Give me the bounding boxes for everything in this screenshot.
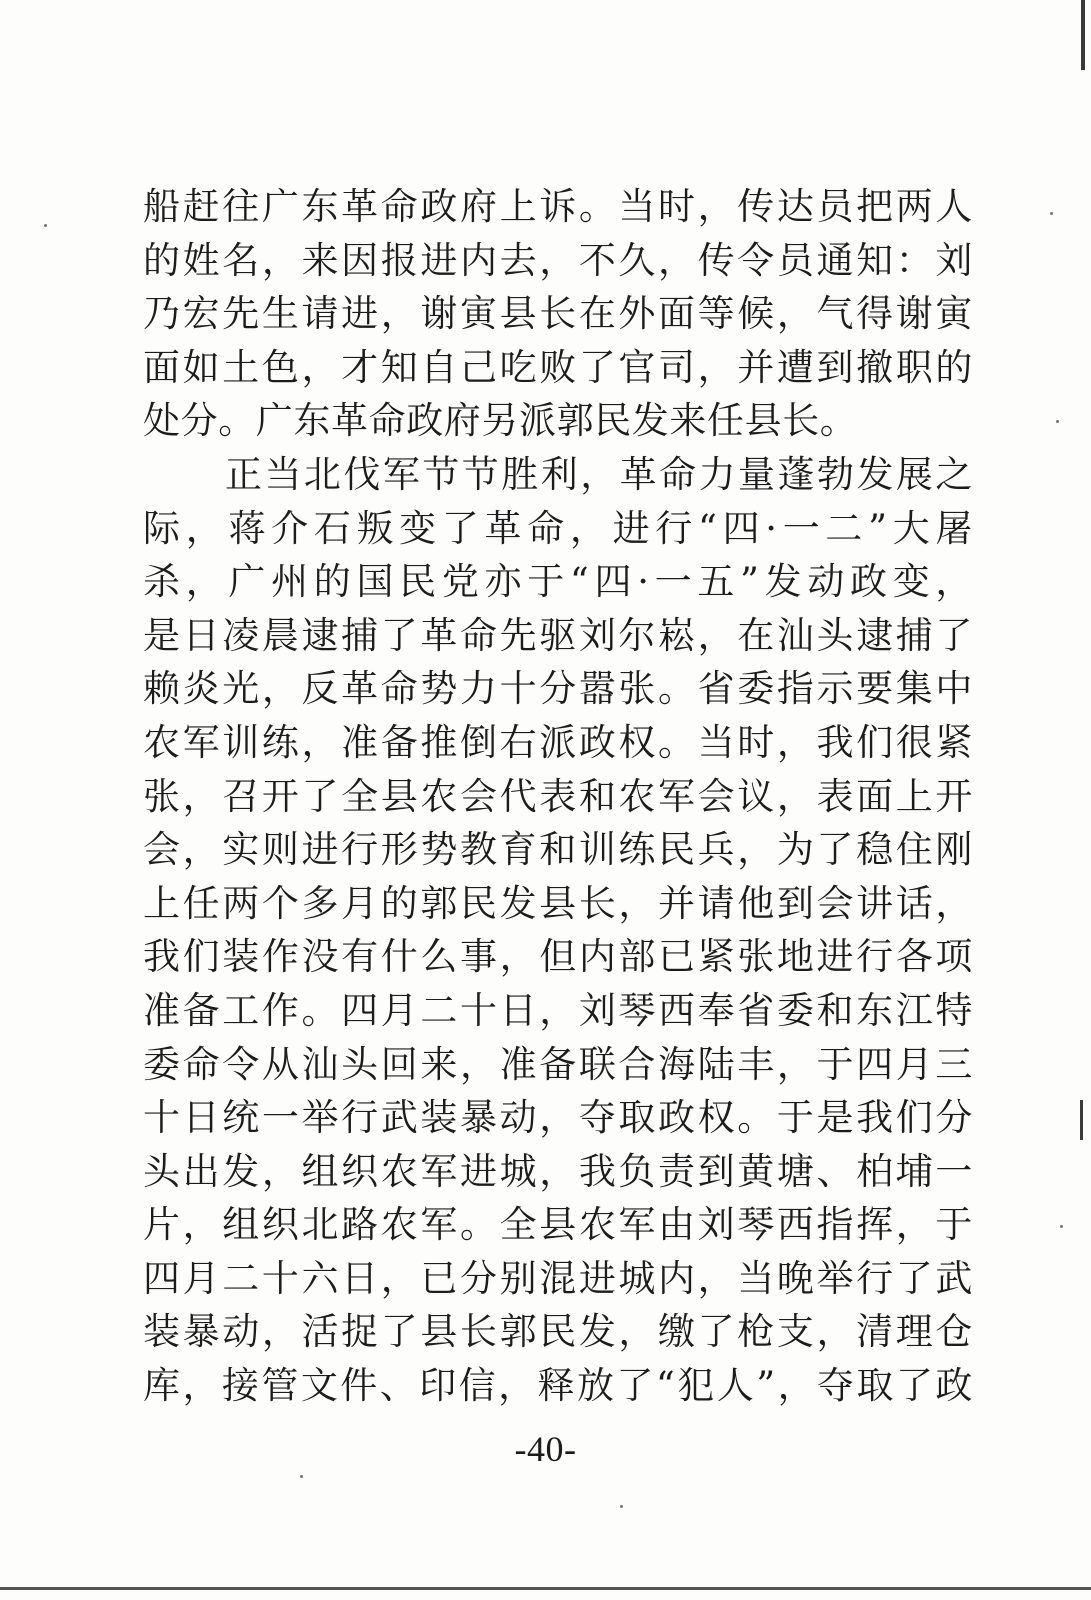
body-text	[143, 180, 973, 1413]
text-line: 准备工作。四月二十日，刘琴西奉省委和东江特	[143, 988, 973, 1032]
text-line: 上任两个多月的郭民发县长，并请他到会讲话，	[143, 881, 973, 925]
text-line: 农军训练，准备推倒右派政权。当时，我们很紧	[143, 720, 973, 764]
text-line: 际，蒋介石叛变了革命，进行“四·一二”大屠	[143, 506, 973, 550]
text-line: 张，召开了全县农会代表和农军会议，表面上开	[143, 774, 973, 818]
scan-speck	[44, 224, 47, 227]
text-line: 片，组织北路农军。全县农军由刘琴西指挥，于	[143, 1203, 973, 1247]
text-line: 船赶往广东革命政府上诉。当时，传达员把两人	[143, 185, 973, 228]
text-line: 面如土色，才知自己吃败了官司，并遭到撤职的	[143, 345, 973, 389]
scan-bottom-edge	[0, 1587, 1091, 1590]
text-line: 是日凌晨逮捕了革命先驱刘尔崧，在汕头逮捕了	[143, 613, 973, 657]
text-line: 装暴动，活捉了县长郭民发，缴了枪支，清理仓	[143, 1310, 973, 1354]
scan-speck	[620, 1505, 623, 1508]
text-line: 头出发，组织农军进城，我负责到黄塘、柏埔一	[143, 1149, 973, 1193]
text-line: 会，实则进行形势教育和训练民兵，为了稳住刚	[143, 828, 973, 872]
page-number: -40-	[514, 1429, 577, 1469]
paragraph-first-line: 正当北伐军节节胜利，革命力量蓬勃发展之	[225, 452, 973, 496]
text-line: 十日统一举行武装暴动，夺取政权。于是我们分	[143, 1096, 973, 1140]
text-line: 处分。广东革命政府另派郭民发来任县长。	[143, 399, 858, 443]
text-line: 四月二十六日，已分别混进城内，当晚举行了武	[143, 1256, 973, 1300]
scan-edge-mark	[1081, 0, 1085, 70]
scan-speck	[1056, 420, 1059, 423]
text-line: 乃宏先生请进，谢寅县长在外面等候，气得谢寅	[143, 292, 973, 336]
scan-speck	[1050, 212, 1053, 215]
scan-speck	[1060, 1225, 1063, 1228]
text-line: 赖炎光，反革命势力十分嚣张。省委指示要集中	[143, 667, 973, 711]
text-line: 委命令从汕头回来，准备联合海陆丰，于四月三	[143, 1042, 973, 1086]
text-line: 库，接管文件、印信，释放了“犯人”，夺取了政	[143, 1364, 973, 1408]
scan-speck	[300, 1475, 303, 1478]
text-line: 的姓名，来因报进内去，不久，传令员通知：刘	[143, 238, 973, 282]
text-line: 杀，广州的国民党亦于“四·一五”发动政变，	[143, 560, 973, 604]
scan-edge-mark	[1080, 1100, 1083, 1140]
text-line: 我们装作没有什么事，但内部已紧张地进行各项	[143, 935, 973, 979]
